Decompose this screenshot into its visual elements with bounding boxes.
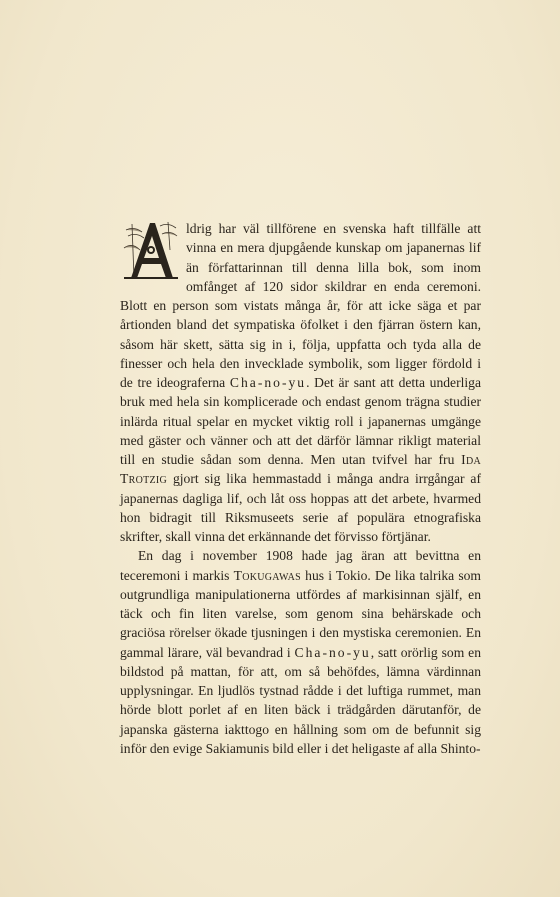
decorated-initial (120, 220, 180, 282)
paragraph-1-text-a: ldrig har väl tillförene en svenska haft tillfälle att vinna en mera djupgående kunskap om japanernas lif än författarinnan till denna lilla bok, som inom omfånget af 120 sidor skildrar en enda ceremoni. Blott en person som vistats många år, för att icke säga et par årtionden bland det sympatiska öfolket i den fjärran östern kan, såsom här skett, sätta sig in i, följa, uppfatta och tyda alla de finesser och hela den invecklade symbolik, som ligger fördold i de tre ideograferna (120, 221, 481, 390)
paragraph-2-text-c: , satt orörlig som en bildstod på mattan, för att, om så behöfdes, lämna värdinnan upplysningar. En ljudlös tystnad rådde i det luftiga rummet, man hörde blott porlet af en liten bäck i trädgården därutanför, de japanska gästerna iakttogo en hållning som om de befunnit sig inför den evige Sakiamunis bild eller i det heligaste af alla Shinto- (120, 644, 481, 756)
paragraph-2 (120, 546, 481, 758)
paragraph-1-text-c: gjort sig lika hemmastadd i många andra irrgångar af japanernas dagliga lif, och låt oss hoppas att det arbete, hvarmed hon bidragit till Riksmuseets serie af populära etnografiska skrifter, skall vinna det erkännande det förvisso förtjänar. (120, 471, 481, 544)
term-cha-no-yu: Cha-no-yu (229, 375, 307, 390)
paragraph-1-text-b: . Det är sant att detta underliga bruk med hela sin komplicerade och endast genom trägna studier inlärda ritual spelar en mycket viktig roll i japanernas umgänge med gäster och vänner och att det därför lämnar rikligt material till en studie sådan som denna. Men utan tvifvel har fru (120, 375, 482, 467)
term-cha-no-yu-2: Cha-no-yu (294, 644, 371, 660)
author-name: Ida Trotzig (120, 452, 481, 487)
paragraph-2-text-a: En dag i november 1908 hade jag äran att bevittna en teceremoni i markis (120, 548, 481, 583)
initial-letter (120, 220, 180, 282)
body-text (120, 219, 481, 758)
paragraph-2-text-b: hus i Tokio. De lika talrika som outgrundliga manipulationerna utfördes af markisinnan själf, en täck och fin liten varelse, som genom sina behärskade och graciösa rörelser ökade tjusningen i den mystiska ceremonien. En gammal lärare, väl bevandrad i (120, 567, 481, 660)
host-name: Tokugawas (233, 567, 302, 583)
